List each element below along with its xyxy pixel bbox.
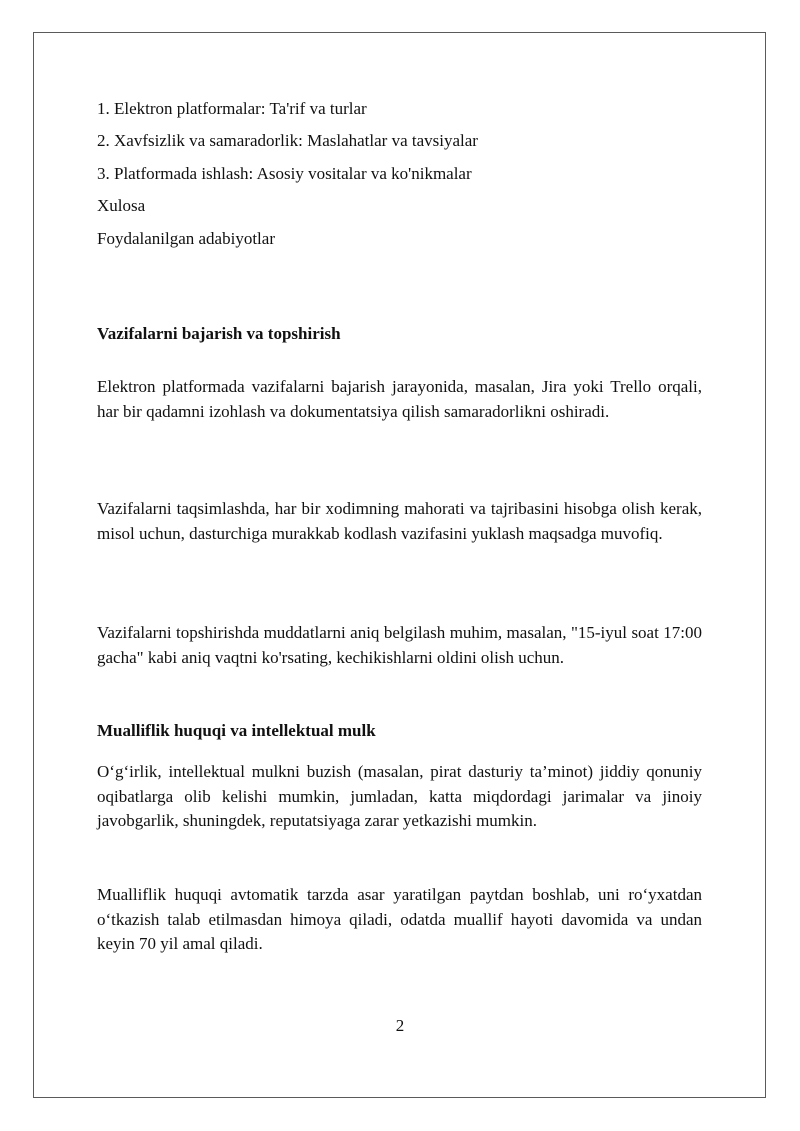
paragraph-tasks-1: Elektron platformada vazifalarni bajarish jarayonida, masalan, Jira yoki Trello orqali, har bir qadamni izohlash va dokumentatsiya qilish samaradorlikni oshiradi. bbox=[97, 377, 702, 421]
toc-item-2: 2. Xavfsizlik va samaradorlik: Maslahatlar va tavsiyalar bbox=[97, 131, 478, 150]
section-heading-tasks: Vazifalarni bajarish va topshirish bbox=[97, 324, 341, 343]
toc-item-1: 1. Elektron platformalar: Ta'rif va turlar bbox=[97, 99, 367, 118]
paragraph-tasks-2: Vazifalarni taqsimlashda, har bir xodimning mahorati va tajribasini hisobga olish kerak, misol uchun, dasturchiga murakkab kodlash vazifasini yuklash maqsadga muvofiq. bbox=[97, 499, 702, 543]
toc-item-references: Foydalanilgan adabiyotlar bbox=[97, 229, 275, 248]
paragraph-tasks-3: Vazifalarni topshirishda muddatlarni aniq belgilash muhim, masalan, "15-iyul soat 17:00 gacha" kabi aniq vaqtni ko'rsating, kechikishlarni oldini olish uchun. bbox=[97, 623, 702, 667]
paragraph-copyright-1: O‘g‘irlik, intellektual mulkni buzish (masalan, pirat dasturiy ta’minot) jiddiy qonuniy oqibatlarga olib kelishi mumkin, jumladan, katta miqdordagi jarimalar va jinoiy javobgarlik, shuningdek, reputatsiyaga zarar yetkazishi mumkin. bbox=[97, 762, 702, 830]
paragraph-copyright-2: Mualliflik huquqi avtomatik tarzda asar yaratilgan paytdan boshlab, uni ro‘yxatdan o‘tkazish talab etilmasdan himoya qiladi, odatda muallif hayoti davomida va undan keyin 70 yil amal qiladi. bbox=[97, 885, 702, 953]
toc-item-3: 3. Platformada ishlash: Asosiy vositalar va ko'nikmalar bbox=[97, 164, 472, 183]
section-heading-copyright: Mualliflik huquqi va intellektual mulk bbox=[97, 721, 376, 740]
page-number: 2 bbox=[395, 1016, 405, 1035]
toc-item-conclusion: Xulosa bbox=[97, 196, 146, 215]
